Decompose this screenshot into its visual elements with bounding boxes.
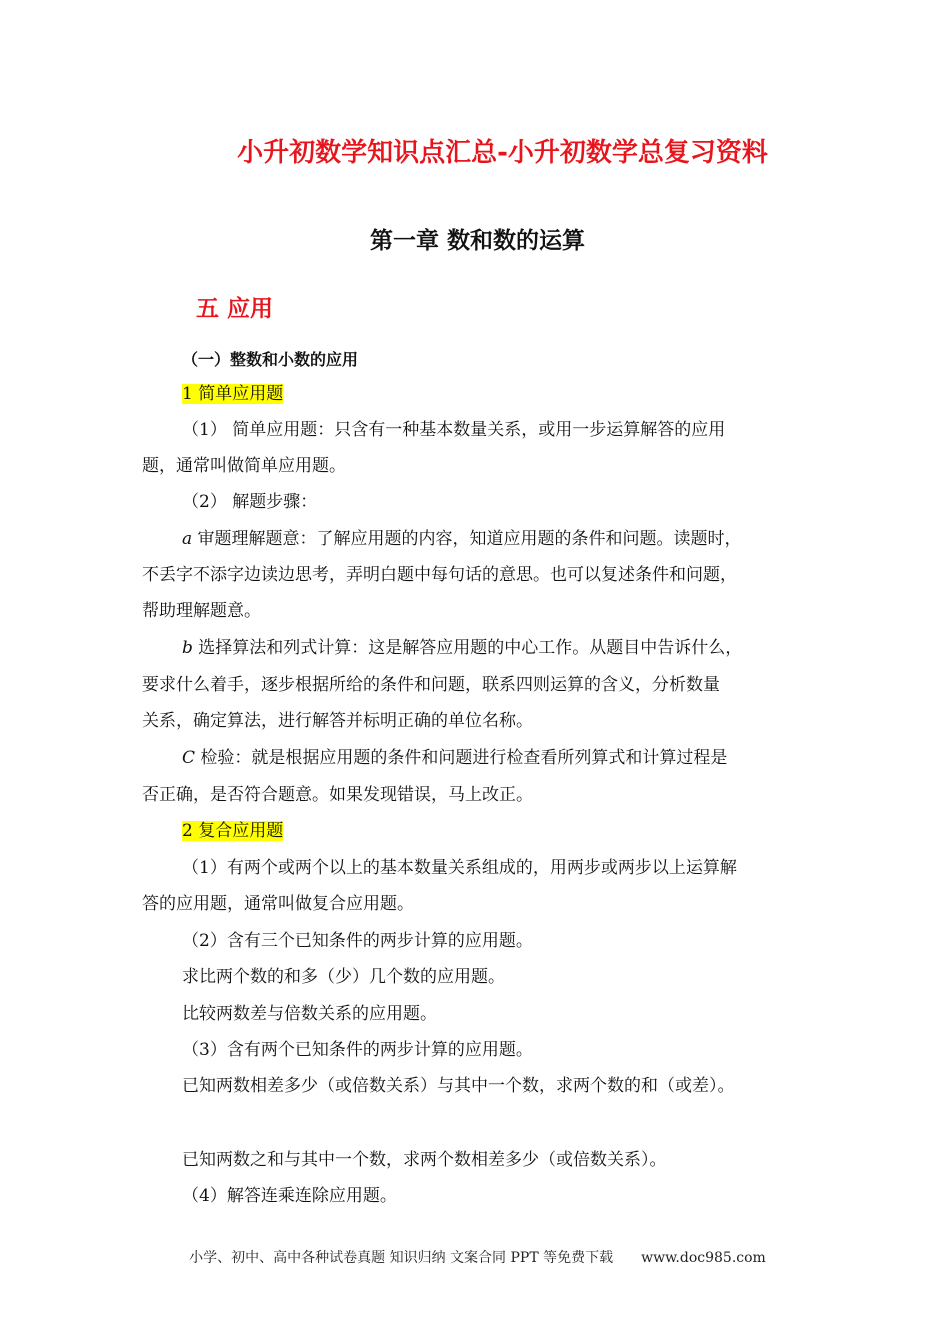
step-c-line2: 否正确，是否符合题意。如果发现错误，马上改正。 [142,785,533,805]
topic2-heading-text: 2 复合应用题 [182,821,284,841]
topic2-p2-b: 比较两数差与倍数关系的应用题。 [182,1004,437,1024]
subsection-heading: （一）整数和小数的应用 [182,350,359,369]
topic1-heading-text: 1 简单应用题 [182,384,284,404]
step-a-letter: a [182,529,193,549]
topic2-p2-a: 求比两个数的和多（少）几个数的应用题。 [182,967,505,987]
step-b-letter: b [182,638,193,658]
topic1-p2: （2） 解题步骤： [182,492,318,512]
topic2-p3-a: 已知两数相差多少（或倍数关系）与其中一个数，求两个数的和（或差）。 [182,1076,735,1096]
step-b-line3: 关系，确定算法，进行解答并标明正确的单位名称。 [142,711,533,731]
step-c-text: 检验：就是根据应用题的条件和问题进行检查看所列算式和计算过程是 [195,748,728,768]
topic2-p1-line1: （1）有两个或两个以上的基本数量关系组成的，用两步或两步以上运算解 [182,858,737,878]
page-footer [0,1247,950,1267]
topic2-heading [182,821,283,841]
step-c-letter: C [182,748,196,768]
step-b-line2: 要求什么着手，逐步根据所给的条件和问题，联系四则运算的含义，分析数量 [142,675,720,695]
topic2-p3-b: 已知两数之和与其中一个数，求两个数相差多少（或倍数关系）。 [182,1150,667,1170]
step-b-text: 选择算法和列式计算：这是解答应用题的中心工作。从题目中告诉什么， [192,638,743,658]
step-a-line2: 不丢字不添字边读边思考，弄明白题中每句话的意思。也可以复述条件和问题， [142,565,737,585]
step-b-line1 [182,638,742,658]
document-title: 小升初数学知识点汇总-小升初数学总复习资料 [237,138,768,168]
topic2-p4: （4）解答连乘连除应用题。 [182,1186,397,1206]
chapter-heading: 第一章 数和数的运算 [369,228,585,254]
step-a-line3: 帮助理解题意。 [142,601,261,621]
topic1-p1-line2: 题，通常叫做简单应用题。 [142,456,346,476]
topic2-p2: （2）含有三个已知条件的两步计算的应用题。 [182,931,533,951]
section-heading: 五 应用 [196,296,274,322]
step-a-text: 审题理解题意：了解应用题的内容，知道应用题的条件和问题。读题时， [192,529,742,549]
topic1-p1-line1: （1） 简单应用题：只含有一种基本数量关系，或用一步运算解答的应用 [182,420,726,440]
topic2-p3: （3）含有两个已知条件的两步计算的应用题。 [182,1040,533,1060]
footer-url[interactable]: www.doc985.com [641,1250,766,1266]
footer-text: 小学、初中、高中各种试卷真题 知识归纳 文案合同 PPT 等免费下载 [189,1250,614,1266]
step-a-line1 [182,529,742,549]
topic2-p1-line2: 答的应用题，通常叫做复合应用题。 [142,894,414,914]
step-c-line1 [182,748,727,768]
topic1-heading [182,384,283,404]
